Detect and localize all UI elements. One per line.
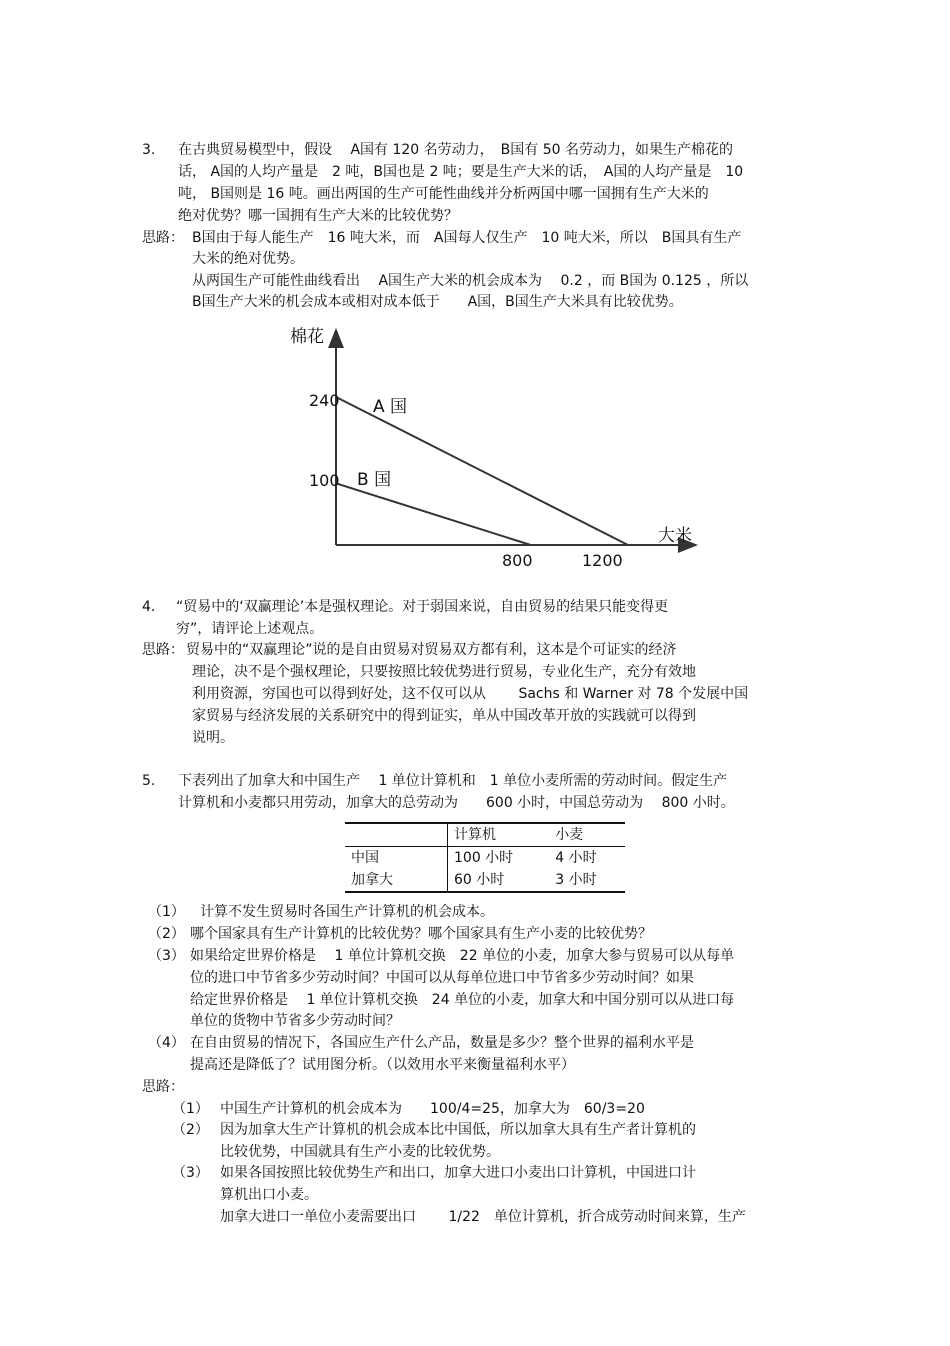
question-text-line: 绝对优势？哪一国拥有生产大米的比较优势？: [178, 208, 458, 224]
answer-text-line: 加拿大进口一单位小麦需要出口 1/22 单位计算机，折合成劳动时间来算，生产: [220, 1209, 746, 1225]
subquestion-text-line: 提高还是降低了？试用图分析。（以效用水平来衡量福利水平）: [190, 1057, 575, 1073]
subquestion-label: （3）: [148, 948, 185, 964]
series-label-b: B 国: [357, 470, 392, 490]
ppf-line-a: [336, 397, 628, 545]
subquestion-text-line: 计算不发生贸易时各国生产计算机的机会成本。: [200, 904, 494, 920]
x-tick-label: 1200: [582, 551, 623, 570]
table-cell: 4 小时: [555, 850, 597, 866]
question-number: 5.: [142, 773, 156, 789]
table-header-cell: 计算机: [448, 823, 550, 847]
answer-label: 思路：: [142, 1079, 184, 1095]
answer-text-line: 中国生产计算机的机会成本为 100/4=25，加拿大为 60/3=20: [220, 1101, 645, 1117]
answer-text-line: 利用资源，穷国也可以得到好处，这不仅可以从 Sachs 和 Warner 对 78 个发展中国: [192, 686, 749, 702]
question-text-line: 下表列出了加拿大和中国生产 1 单位计算机和 1 单位小麦所需的劳动时间。假定生产: [178, 773, 728, 789]
table-row: [345, 869, 625, 892]
subquestion-label: （2）: [148, 926, 185, 942]
answer-text-line: B国由于每人能生产 16 吨大米，而 A国每人仅生产 10 吨大米，所以 B国具有生产: [192, 230, 742, 246]
answer-text-line: 因为加拿大生产计算机的机会成本比中国低，所以加拿大具有生产者计算机的: [220, 1122, 696, 1138]
series-label-a: A 国: [373, 397, 408, 417]
answer-text-line: 理论，决不是个强权理论，只要按照比较优势进行贸易，专业化生产，充分有效地: [192, 664, 696, 680]
subquestion-text-line: 单位的货物中节省多少劳动时间？: [190, 1013, 400, 1029]
table-header-cell: 小麦: [549, 823, 625, 847]
question-text-line: 计算机和小麦都只用劳动，加拿大的总劳动为 600 小时，中国总劳动为 800 小时。: [178, 795, 735, 811]
question-text-line: 在古典贸易模型中，假设 A国有 120 名劳动力， B国有 50 名劳动力，如果生产棉花的: [178, 142, 733, 158]
question-number: 3.: [142, 142, 156, 158]
table-header-row: [345, 823, 625, 847]
question-text-line: 话， A国的人均产量是 2 吨，B国也是 2 吨；要是生产大米的话， A国的人均产量是 10: [178, 164, 744, 180]
question-text-line: 吨， B国则是 16 吨。画出两国的生产可能性曲线并分析两国中哪一国拥有生产大米的: [178, 186, 709, 202]
answer-text-line: 算机出口小麦。: [220, 1187, 318, 1203]
table-cell: 100 小时: [454, 850, 514, 866]
y-axis-label: 棉花: [290, 327, 324, 347]
y-tick-label: 100: [309, 471, 340, 490]
answer-text-line: 家贸易与经济发展的关系研究中的得到证实，单从中国改革开放的实践就可以得到: [192, 708, 696, 724]
subquestion-label: （4）: [148, 1035, 185, 1051]
subquestion-label: （1）: [148, 904, 185, 920]
labor-time-table: [345, 822, 625, 893]
answer-text-line: 从两国生产可能性曲线看出 A国生产大米的机会成本为 0.2 ，而 B国为 0.125 ，所以: [192, 273, 749, 289]
table-cell: [345, 823, 448, 847]
subquestion-text-line: 位的进口中节省多少劳动时间？中国可以从每单位进口中节省多少劳动时间？如果: [190, 970, 694, 986]
ppf-line-b: [336, 483, 531, 545]
y-tick-label: 240: [309, 391, 340, 410]
answer-item-label: （2）: [172, 1122, 209, 1138]
x-tick-label: 800: [502, 551, 533, 570]
answer-label: 思路：: [142, 642, 184, 658]
answer-text-line: B国生产大米的机会成本或相对成本低于 A国，B国生产大米具有比较优势。: [192, 294, 683, 310]
table-cell: 加拿大: [345, 869, 448, 892]
table-cell: 60 小时: [448, 869, 550, 892]
question-text-line: “贸易中的‘双赢理论’本是强权理论。对于弱国来说，自由贸易的结果只能变得更: [176, 599, 669, 615]
answer-item-label: （3）: [172, 1165, 209, 1181]
answer-text-line: 大米的绝对优势。: [192, 251, 304, 267]
answer-text-line: 比较优势，中国就具有生产小麦的比较优势。: [220, 1144, 500, 1160]
question-number: 4.: [142, 599, 156, 615]
answer-text-line: 如果各国按照比较优势生产和出口，加拿大进口小麦出口计算机，中国进口计: [220, 1165, 696, 1181]
answer-text-line: 贸易中的“双赢理论”说的是自由贸易对贸易双方都有利，这本是个可证实的经济: [186, 642, 677, 658]
subquestion-text-line: 在自由贸易的情况下，各国应生产什么产品，数量是多少？整个世界的福利水平是: [190, 1035, 694, 1051]
subquestion-text-line: 给定世界价格是 1 单位计算机交换 24 单位的小麦，加拿大和中国分别可以从进口每: [190, 992, 735, 1008]
question-text-line: 穷”，请评论上述观点。: [176, 621, 324, 637]
table-row: [345, 847, 625, 870]
answer-text-line: 说明。: [192, 730, 234, 746]
answer-label: 思路：: [142, 230, 184, 246]
table-cell: 3 小时: [549, 869, 625, 892]
subquestion-text-line: 如果给定世界价格是 1 单位计算机交换 22 单位的小麦，加拿大参与贸易可以从每单: [190, 948, 735, 964]
x-axis-label: 大米: [658, 526, 692, 546]
subquestion-text-line: 哪个国家具有生产计算机的比较优势？哪个国家具有生产小麦的比较优势？: [190, 926, 652, 942]
answer-item-label: （1）: [172, 1101, 209, 1117]
table-cell: 中国: [345, 847, 448, 870]
